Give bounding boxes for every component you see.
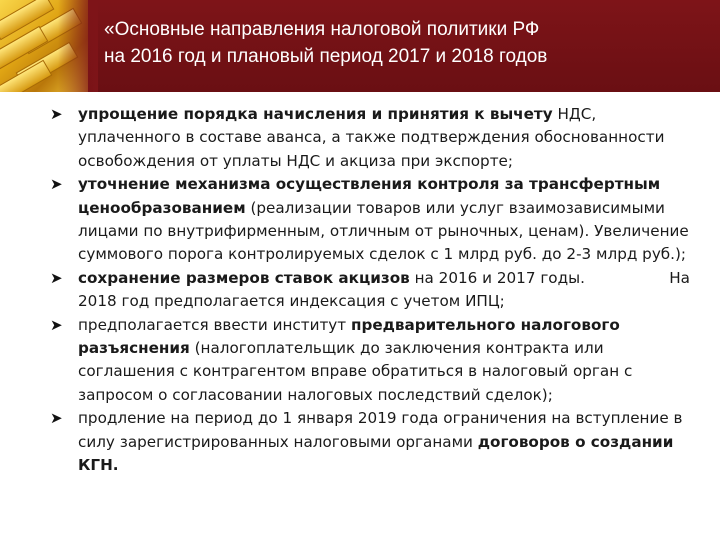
banner-fade bbox=[58, 0, 98, 92]
item-bold-text: упрощение порядка начисления и принятия к вычету bbox=[78, 105, 553, 123]
arrow-bullet-icon: ➤ bbox=[50, 315, 63, 334]
list-item bbox=[50, 103, 690, 173]
list-item bbox=[50, 267, 690, 314]
item-bold-text: сохранение размеров ставок акцизов bbox=[78, 268, 410, 287]
title-line-2: на 2016 год и плановый период 2017 и 2018 годов bbox=[104, 46, 548, 67]
item-text: (реализации товаров или услуг взаимозависимыми лицами по внутрифирменным, отличным от рыночных, ценам). Увеличение суммового порога контролируемых сделок с 1 млрд руб. до 2-3 млрд руб.); bbox=[78, 198, 689, 264]
list-item bbox=[50, 314, 690, 408]
item-text: (налогоплательщик до заключения контракта или соглашения с контрагентом вправе обратиться в налоговый орган с запросом о согласовании налоговых последствий сделок); bbox=[78, 339, 633, 404]
title-line-1: «Основные направления налоговой политики РФ bbox=[104, 19, 540, 40]
arrow-bullet-icon: ➤ bbox=[50, 268, 63, 287]
item-bold-text: договоров о создании КГН. bbox=[78, 432, 674, 475]
item-text-continued: 2018 год предполагается индексация с учетом ИПЦ; bbox=[78, 292, 505, 311]
item-text: на 2016 и 2017 годы. bbox=[409, 268, 585, 287]
arrow-bullet-icon: ➤ bbox=[50, 409, 63, 428]
policy-bullet-list bbox=[50, 103, 690, 478]
title-banner bbox=[0, 0, 720, 92]
item-prefix-text: предполагается ввести институт bbox=[78, 315, 351, 334]
item-text: продление на период до 1 января 2019 года ограничения на вступление в силу зарегистрированных налоговыми органами bbox=[78, 409, 683, 451]
item-bold-text: предварительного налогового разъяснения bbox=[78, 315, 620, 358]
arrow-bullet-icon: ➤ bbox=[50, 105, 63, 123]
arrow-bullet-icon: ➤ bbox=[50, 175, 63, 194]
item-bold-text: уточнение механизма осуществления контроля за трансфертным ценообразованием bbox=[78, 175, 661, 217]
page-title bbox=[104, 16, 704, 70]
item-text-right: На bbox=[669, 268, 690, 287]
item-text: НДС, уплаченного в составе аванса, а также подтверждения обоснованности освобождения от уплаты НДС и акциза при экспорте; bbox=[78, 105, 665, 170]
list-item bbox=[50, 173, 690, 267]
list-item bbox=[50, 407, 690, 477]
